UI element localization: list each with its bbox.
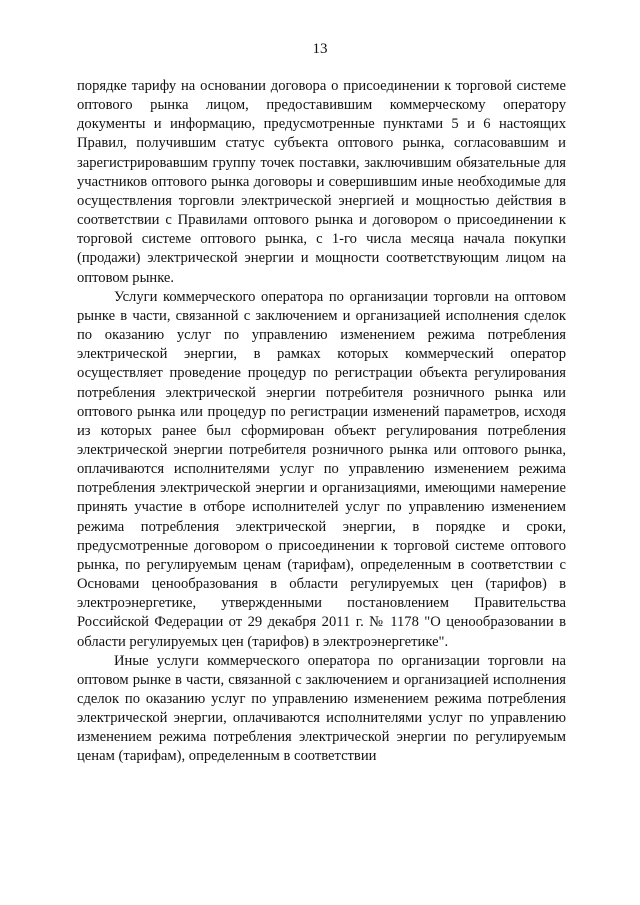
paragraph: Услуги коммерческого оператора по организации торговли на оптовом рынке в части, связанной с заключением и организацией исполнения сделок по оказанию услуг по управлению изменением режима потребления электрической энергии, в рамках которых коммерческий оператор осуществляет проведение процедур по регистрации объекта регулирования потребления электрической энергии потребителя розничного рынка или оптового рынка или процедур по регистрации изменений параметров, исходя из которых ранее был сформирован объект регулирования потребления электрической энергии потребителя розничного рынка или оптового рынка, оплачиваются исполнителями услуг по управлению изменением режима потребления электрической энергии и организациями, имеющими намерение принять участие в отборе исполнителей услуг по управлению изменением режима потребления электрической энергии, в порядке и сроки, предусмотренные договором о присоединении к торговой системе оптового рынка, по регулируемым ценам (тарифам), определенным в соответствии с Основами ценообразования в области регулируемых цен (тарифов) в электроэнергетике, утвержденными постановлением Правительства Российской Федерации от 29 декабря 2011 г. № 1178 "О ценообразовании в области регулируемых цен (тарифов) в электроэнергетике". xyxy=(77,288,566,650)
document-body xyxy=(77,77,566,767)
page-number: 13 xyxy=(312,41,328,57)
paragraph: Иные услуги коммерческого оператора по организации торговли на оптовом рынке в части, связанной с заключением и организацией исполнения сделок по оказанию услуг по управлению изменением режима потребления электрической энергии, оплачиваются исполнителями услуг по управлению изменением режима потребления электрической энергии по регулируемым ценам (тарифам), определенным в соответствии xyxy=(77,652,566,765)
paragraph: порядке тарифу на основании договора о присоединении к торговой системе оптового рынка лицом, предоставившим коммерческому оператору документы и информацию, предусмотренные пунктами 5 и 6 настоящих Правил, получившим статус субъекта оптового рынка, согласовавшим и зарегистрировавшим группу точек поставки, заключившим обязательные для участников оптового рынка договоры и совершившим иные необходимые для осуществления торговли электрической энергией и мощностью действия в соответствии с Правилами оптового рынка и договором о присоединении к торговой системе оптового рынка, с 1-го числа месяца начала покупки (продажи) электрической энергии и мощности соответствующим лицом на оптовом рынке. xyxy=(77,78,566,286)
